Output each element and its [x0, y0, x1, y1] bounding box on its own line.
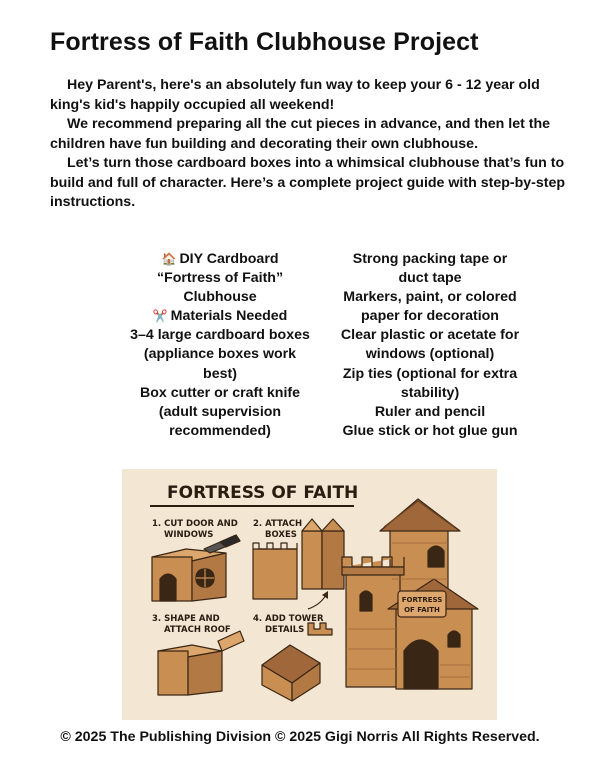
material-line: recommended): [169, 422, 271, 439]
material-line: Strong packing tape or: [352, 251, 508, 267]
fortress-sign-line-2: OF FAITH: [404, 606, 440, 614]
page-title: Fortress of Faith Clubhouse Project: [50, 28, 479, 56]
intro-paragraph-1: Hey Parent's, here's an absolutely fun way to keep your 6 - 12 year old king's kid's happily occupied all weekend!: [50, 77, 540, 113]
house-icon: 🏠: [161, 252, 177, 266]
instruction-illustration: [122, 469, 497, 720]
step-1-box: [152, 535, 240, 601]
step-3-box: [158, 631, 244, 695]
material-line: duct tape: [398, 270, 462, 287]
step-4-label-1: 4. ADD TOWER: [253, 614, 324, 624]
material-line: Box cutter or craft knife: [139, 384, 301, 401]
project-heading-line-1: 🏠 DIY Cardboard: [161, 251, 279, 267]
material-line: (appliance boxes work: [143, 346, 297, 363]
fortress-illustration: [342, 499, 478, 689]
step-4-label-2: DETAILS: [265, 625, 305, 635]
material-line: Zip ties (optional for extra: [342, 365, 518, 382]
scissors-icon: ✂️: [152, 309, 168, 324]
material-line: windows (optional): [365, 346, 495, 363]
material-line: 3–4 large cardboard boxes: [130, 327, 310, 344]
intro-paragraph-2: We recommend preparing all the cut pieces in advance, and then let the children have fun building and decorating their own clubhouse.: [50, 116, 551, 152]
materials-heading: ✂️ Materials Needed: [152, 308, 288, 325]
material-line: best): [203, 365, 237, 382]
step-3-label-1: 3. SHAPE AND: [152, 614, 220, 624]
step-1-label-2: WINDOWS: [164, 530, 214, 540]
material-line: Markers, paint, or colored: [343, 289, 517, 306]
illustration-svg: [122, 469, 497, 720]
step-3-label-2: ATTACH ROOF: [164, 625, 231, 635]
material-line: stability): [400, 384, 460, 401]
material-line: (adult supervision: [158, 403, 282, 420]
project-heading-line-3: Clubhouse: [183, 289, 257, 306]
arrow-icon: [308, 595, 326, 609]
material-line: Ruler and pencil: [374, 403, 486, 420]
fortress-sign-line-1: FORTRESS: [401, 596, 443, 604]
intro-paragraph-3: Let’s turn those cardboard boxes into a whimsical clubhouse that’s fun to build and full of character. Here’s a complete project guide with step-by-step instructions.: [50, 155, 566, 210]
copyright-footer: © 2025 The Publishing Division © 2025 Gigi Norris All Rights Reserved.: [60, 729, 540, 745]
material-line: Glue stick or hot glue gun: [342, 422, 518, 439]
materials-column-left: [120, 250, 320, 441]
step-1-label-1: 1. CUT DOOR AND: [152, 519, 238, 529]
intro-text: [50, 76, 568, 213]
project-heading-line-2: “Fortress of Faith”: [156, 270, 284, 287]
material-line: paper for decoration: [361, 308, 499, 325]
material-line: Clear plastic or acetate for: [340, 327, 520, 344]
illustration-title: FORTRESS OF FAITH: [167, 483, 359, 503]
materials-column-right: [330, 250, 530, 441]
step-2-label-1: 2. ATTACH: [253, 519, 303, 529]
step-2-label-2: BOXES: [265, 530, 297, 540]
